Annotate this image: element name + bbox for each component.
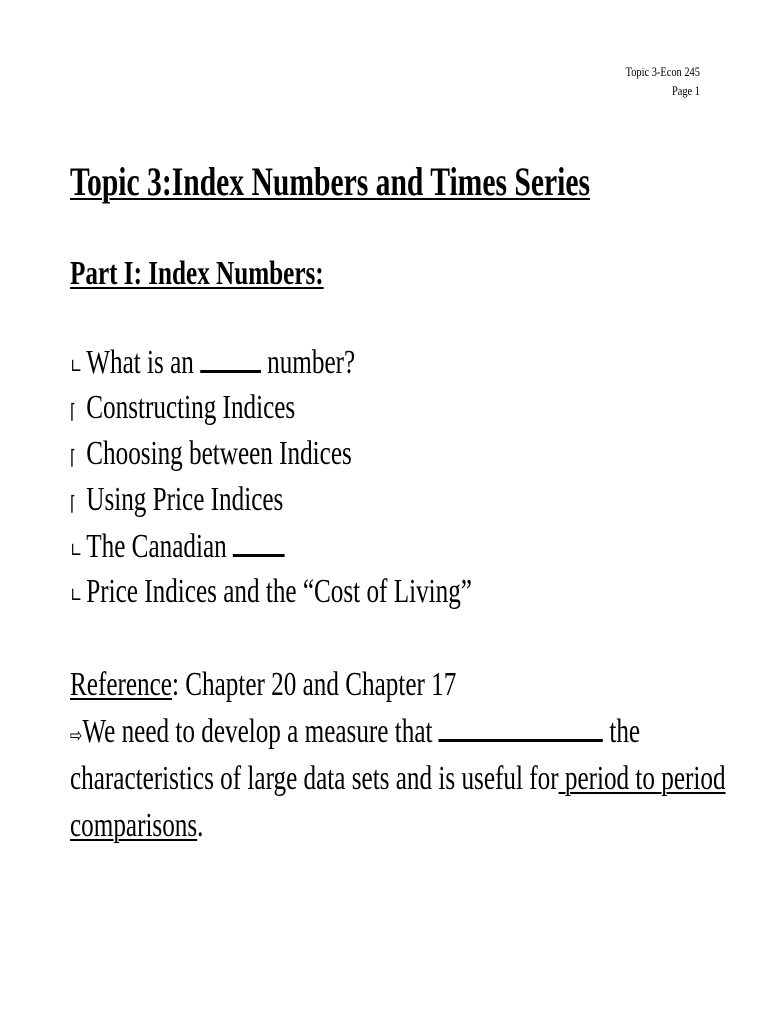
outline-text: Using Price Indices [86, 481, 284, 518]
underlined-phrase-2: comparisons [70, 807, 198, 844]
fill-in-blank [200, 340, 261, 373]
outline-text: Price Indices and the “Cost of Living” [86, 573, 472, 610]
outline-text: Choosing between Indices [86, 435, 352, 472]
outline-item [70, 524, 613, 570]
bullet-icon: ⌈ [70, 399, 76, 423]
header-course: Topic 3-Econ 245 [625, 64, 700, 79]
outline-text: Constructing Indices [86, 389, 296, 426]
bullet-icon: ⌈ [70, 491, 76, 515]
statement-part-a: We need to develop a measure that [82, 713, 439, 750]
reference-section [70, 662, 770, 850]
fill-in-blank [439, 709, 603, 742]
bullet-icon: ∟ [70, 538, 83, 562]
document-title [70, 157, 770, 207]
title-text: Topic 3:Index Numbers and Times Series [70, 159, 591, 204]
statement-end: . [197, 807, 204, 844]
outline-text: What is an [86, 344, 201, 381]
topic-outline [70, 340, 613, 616]
arrow-right-icon: ⇨ [70, 723, 83, 747]
page-header [626, 62, 700, 100]
header-page-number: Page 1 [671, 83, 700, 98]
underlined-phrase-1: period to period [558, 760, 726, 797]
bullet-icon: ∟ [70, 354, 83, 378]
bullet-icon: ⌈ [70, 445, 76, 469]
outline-item [70, 570, 613, 616]
part-heading-text: Part I: Index Numbers: [70, 255, 324, 292]
reference-chapters: : Chapter 20 and Chapter 17 [171, 666, 457, 703]
outline-item [70, 386, 613, 432]
outline-item [70, 432, 613, 478]
bullet-icon: ∟ [70, 583, 83, 607]
statement-part-b: the [603, 713, 641, 750]
outline-text: The Canadian [86, 528, 233, 565]
outline-item [70, 340, 613, 386]
outline-item [70, 478, 613, 524]
statement-part-c: characteristics of large data sets and is useful for [70, 760, 559, 797]
reference-label: Reference [70, 666, 172, 703]
fill-in-blank [233, 524, 285, 557]
part-heading [70, 252, 413, 296]
outline-text-after: number? [260, 344, 356, 381]
